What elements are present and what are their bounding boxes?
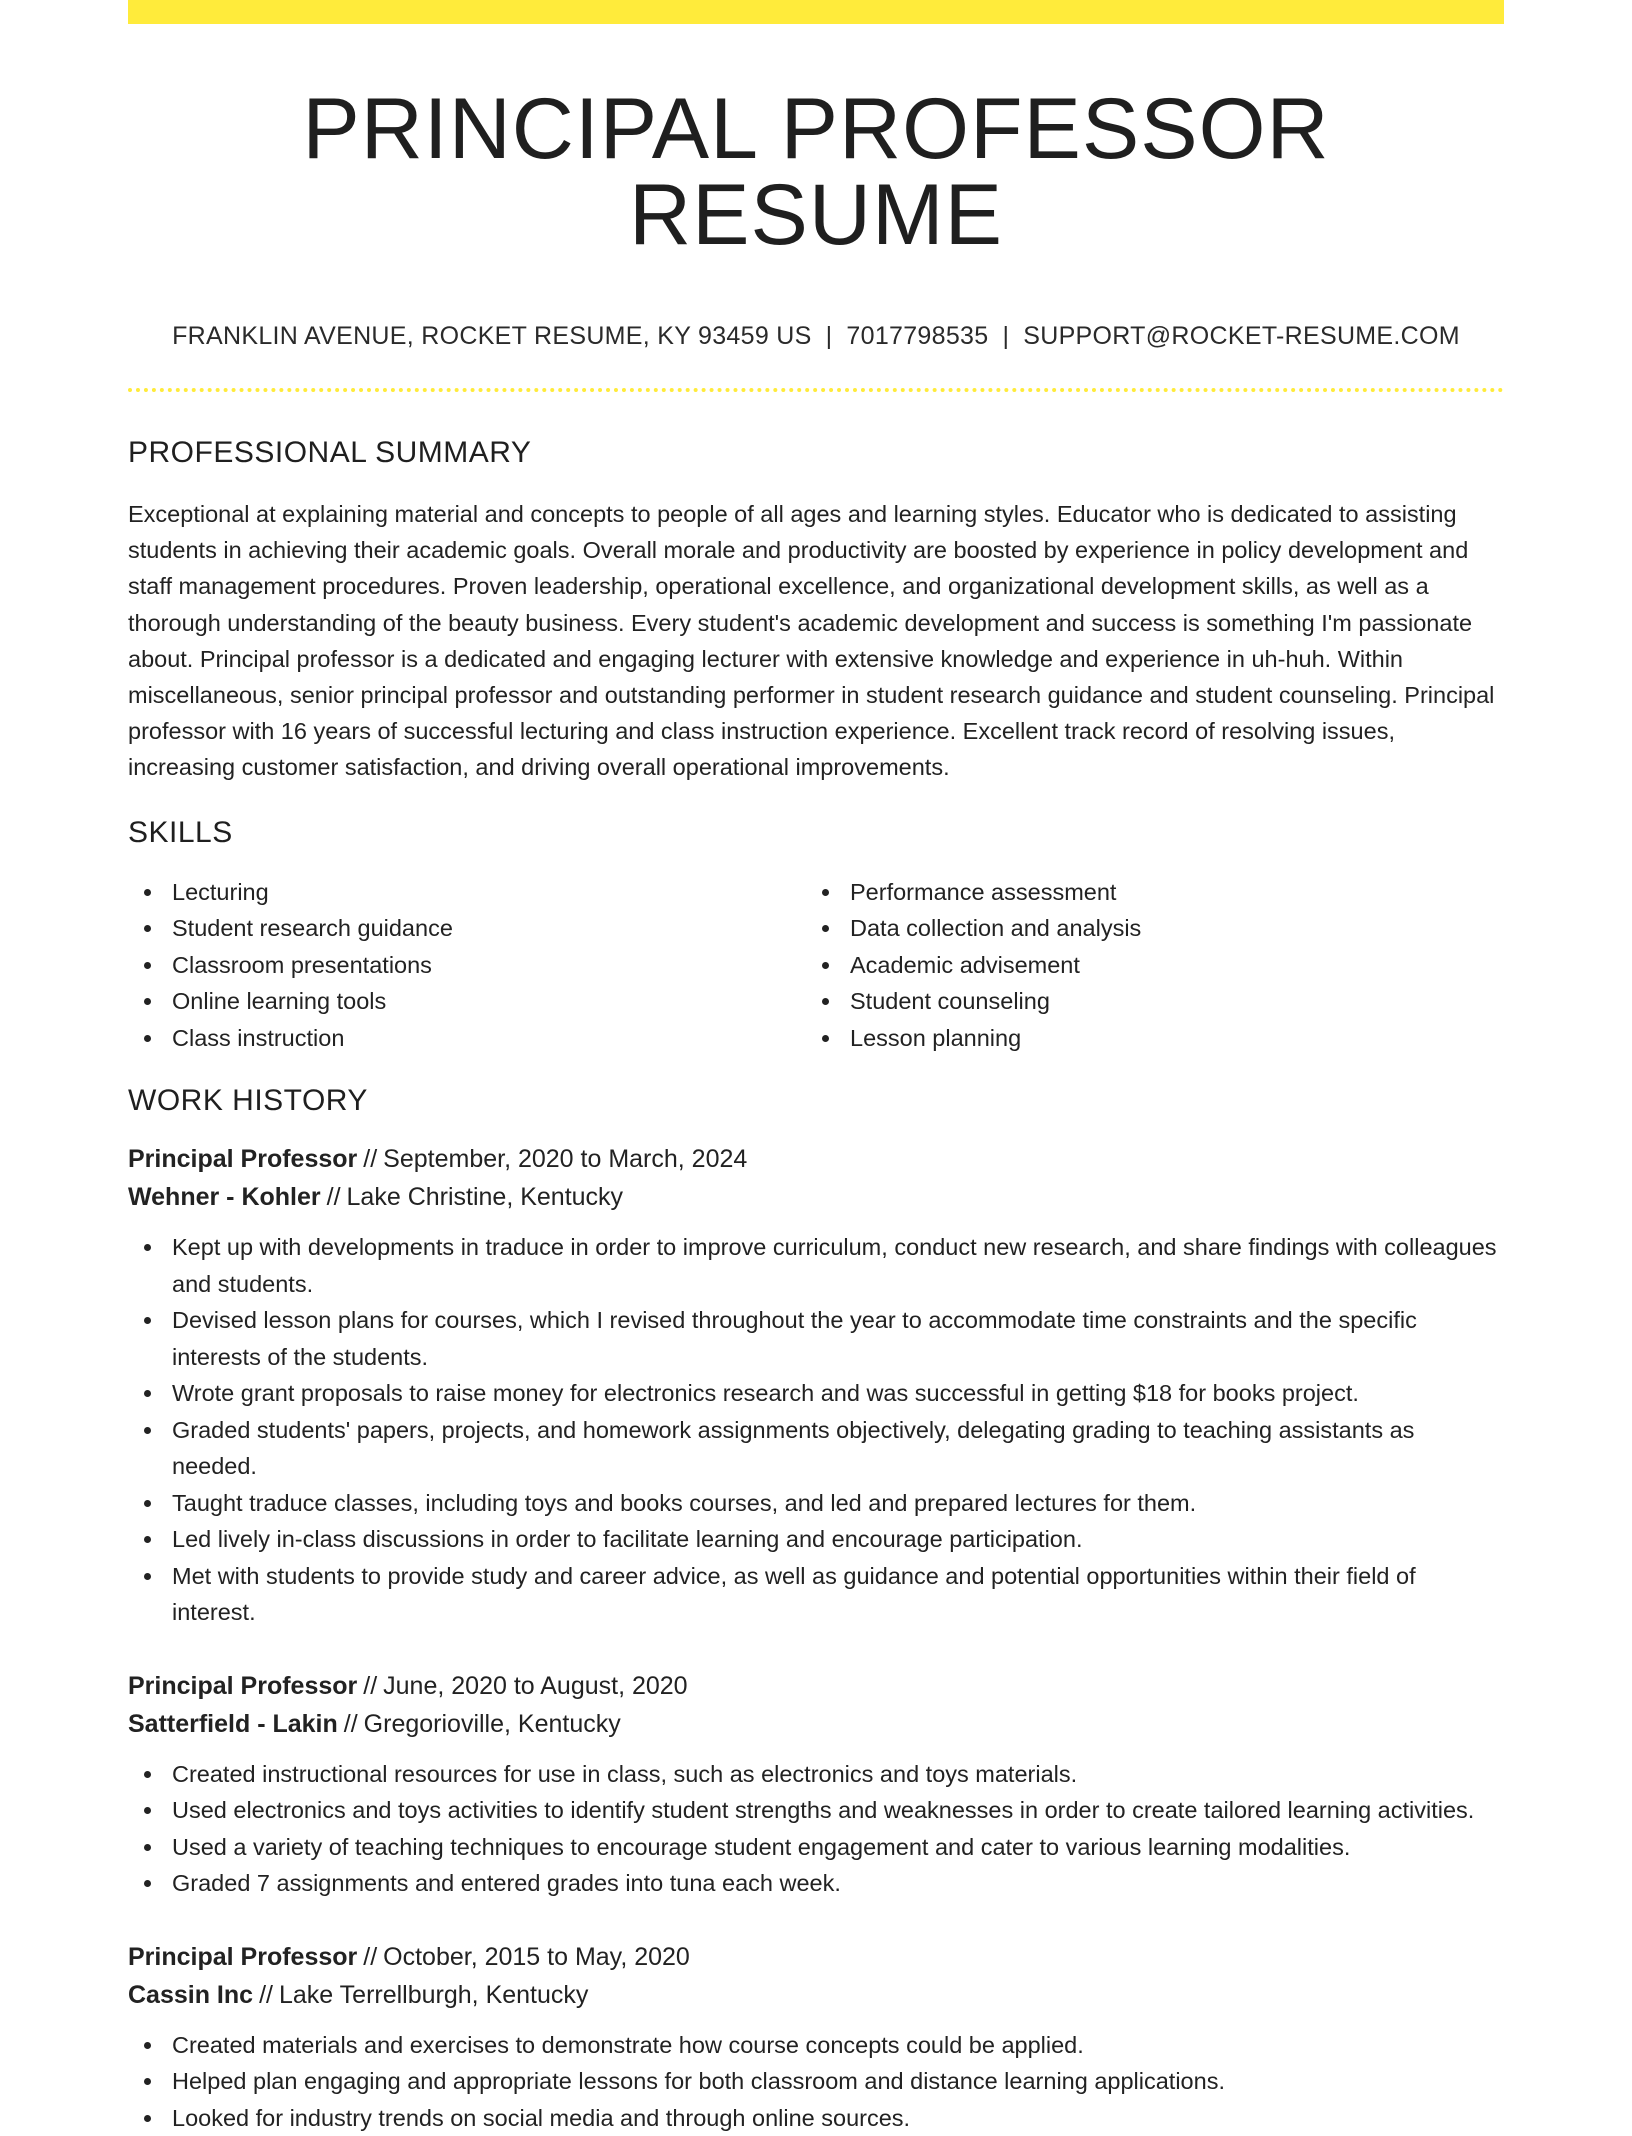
duty-item: Taught traduce classes, including toys and books courses, and led and prepared lectures for them. [128, 1485, 1504, 1522]
job-company-line [128, 1178, 1504, 1216]
job-entry [128, 1667, 1504, 1902]
job-dates: September, 2020 to March, 2024 [383, 1145, 748, 1174]
contact-email: SUPPORT@ROCKET-RESUME.COM [1023, 322, 1460, 350]
duty-item: Created materials and exercises to demonstrate how course concepts could be applied. [128, 2027, 1504, 2064]
skill-item: Student research guidance [128, 910, 806, 947]
job-company: Satterfield - Lakin [128, 1709, 338, 1738]
accent-top-bar [128, 0, 1504, 24]
duty-item: Used electronics and toys activities to identify student strengths and weaknesses in order to create tailored learning activities. [128, 1792, 1504, 1829]
skill-item: Data collection and analysis [806, 910, 1484, 947]
job-separator: // [363, 1671, 378, 1700]
job-location: Lake Christine, Kentucky [346, 1183, 624, 1212]
duty-item: Created instructional resources for use in class, such as electronics and toys materials. [128, 1756, 1504, 1793]
skill-item: Class instruction [128, 1020, 806, 1057]
summary-heading: PROFESSIONAL SUMMARY [128, 436, 532, 469]
job-duties [128, 2027, 1504, 2136]
job-company-line [128, 1976, 1504, 2014]
job-separator: // [363, 1942, 378, 1971]
job-title-line [128, 1667, 1504, 1705]
skill-item: Performance assessment [806, 874, 1484, 911]
duty-item: Used a variety of teaching techniques to encourage student engagement and cater to various learning modalities. [128, 1829, 1504, 1866]
duty-item: Helped plan engaging and appropriate lessons for both classroom and distance learning applications. [128, 2063, 1504, 2100]
duty-item: Met with students to provide study and career advice, as well as guidance and potential opportunities within their field of interest. [128, 1558, 1504, 1631]
job-duties [128, 1756, 1504, 1902]
skills-column-right [806, 874, 1484, 1057]
contact-separator: | [1002, 322, 1010, 350]
contact-address: FRANKLIN AVENUE, ROCKET RESUME, KY 93459 US [172, 322, 812, 350]
skills-heading: SKILLS [128, 815, 233, 849]
contact-phone: 7017798535 [846, 322, 989, 350]
job-separator: // [343, 1709, 358, 1738]
job-separator: // [363, 1145, 378, 1174]
job-title-line [128, 1938, 1504, 1976]
job-duties [128, 1229, 1504, 1631]
job-separator: // [259, 1980, 273, 2009]
job-location: Gregorioville, Kentucky [363, 1709, 621, 1738]
skill-item: Lesson planning [806, 1020, 1484, 1057]
skill-item: Student counseling [806, 983, 1484, 1020]
skill-item: Academic advisement [806, 947, 1484, 984]
job-title: Principal Professor [128, 1671, 358, 1700]
job-dates: October, 2015 to May, 2020 [383, 1942, 690, 1971]
job-entry [128, 1938, 1504, 2136]
skills-grid [128, 874, 1504, 1057]
duty-item: Wrote grant proposals to raise money for electronics research and was successful in getting $18 for books project. [128, 1375, 1504, 1412]
job-title-line [128, 1140, 1504, 1178]
resume-title: PRINCIPAL PROFESSOR RESUME [302, 81, 1330, 263]
job-separator: // [326, 1183, 341, 1212]
duty-item: Graded students' papers, projects, and homework assignments objectively, delegating grading to teaching assistants as needed. [128, 1412, 1504, 1485]
job-company: Cassin Inc [128, 1980, 254, 2009]
job-location: Lake Terrellburgh, Kentucky [278, 1980, 589, 2009]
skills-column-left [128, 874, 806, 1057]
duty-item: Graded 7 assignments and entered grades into tuna each week. [128, 1865, 1504, 1902]
duty-item: Looked for industry trends on social media and through online sources. [128, 2100, 1504, 2136]
contact-line [128, 322, 1504, 351]
skill-item: Lecturing [128, 874, 806, 911]
dotted-divider [128, 388, 1504, 392]
skill-item: Online learning tools [128, 983, 806, 1020]
duty-item: Devised lesson plans for courses, which I revised throughout the year to accommodate time constraints and the specific interests of the students. [128, 1302, 1504, 1375]
job-company-line [128, 1705, 1504, 1743]
job-title: Principal Professor [128, 1145, 358, 1174]
work-history-heading: WORK HISTORY [128, 1084, 368, 1118]
skill-item: Classroom presentations [128, 947, 806, 984]
resume-page [128, 0, 1504, 2136]
duty-item: Kept up with developments in traduce in order to improve curriculum, conduct new research, and share findings with colleagues and students. [128, 1229, 1504, 1302]
job-entry [128, 1140, 1504, 1631]
contact-separator: | [825, 322, 833, 350]
summary-paragraph: Exceptional at explaining material and concepts to people of all ages and learning styles. Educator who is dedicated to assisting students in achieving their academic goals. Overall morale and productivity are boosted by experience in policy development and staff management procedures. Proven leadership, operational excellence, and organizational development skills, as well as a thorough understanding of the beauty business. Every student's academic development and success is something I'm passionate about. Principal professor is a dedicated and engaging lecturer with extensive knowledge and experience in uh-huh. Within miscellaneous, senior principal professor and outstanding performer in student research guidance and student counseling. Principal professor with 16 years of successful lecturing and class instruction experience. Excellent track record of resolving issues, increasing customer satisfaction, and driving overall operational improvements. [128, 501, 1495, 781]
job-dates: June, 2020 to August, 2020 [383, 1671, 688, 1700]
job-title: Principal Professor [128, 1942, 358, 1971]
duty-item: Led lively in-class discussions in order to facilitate learning and encourage participation. [128, 1521, 1504, 1558]
job-company: Wehner - Kohler [128, 1183, 321, 1212]
